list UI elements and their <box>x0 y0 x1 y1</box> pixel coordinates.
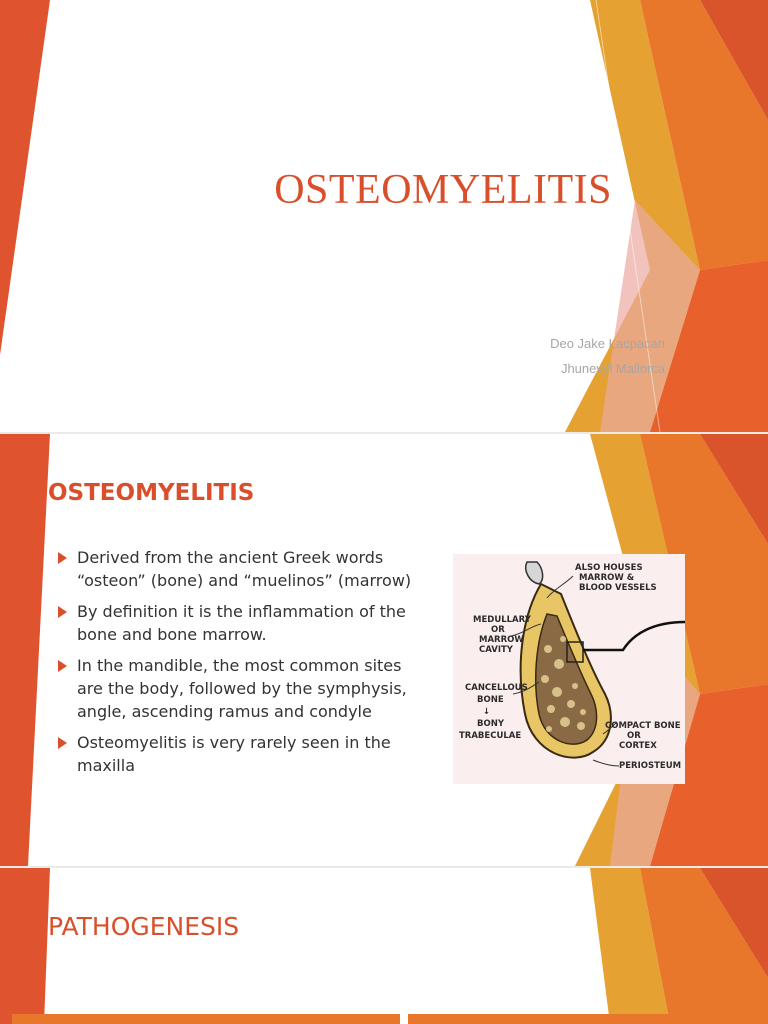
svg-text:CORTEX: CORTEX <box>619 741 657 751</box>
bullet-arrow-icon <box>58 660 67 672</box>
author-name-2: Jhunevyl Mallorca <box>560 361 665 376</box>
left-accent-shape <box>0 434 50 866</box>
bone-diagram <box>453 554 685 784</box>
slide-title: PATHOGENESIS <box>48 912 240 941</box>
slide-decoration <box>0 868 768 1024</box>
zoom-line <box>583 622 685 650</box>
list-item: Derived from the ancient Greek words “osteon” (bone) and “muelinos” (marrow) <box>58 546 420 592</box>
bullet-list <box>58 546 420 785</box>
bullet-arrow-icon <box>58 552 67 564</box>
svg-text:CAVITY: CAVITY <box>479 645 513 655</box>
bullet-arrow-icon <box>58 606 67 618</box>
presentation-title: OSTEOMYELITIS <box>274 167 612 213</box>
slide-title: OSTEOMYELITIS <box>48 480 255 506</box>
svg-text:TRABECULAE: TRABECULAE <box>459 731 522 741</box>
list-item: Osteomyelitis is very rarely seen in the maxilla <box>58 731 420 777</box>
slide-pathogenesis <box>0 868 768 1024</box>
list-item: By definition it is the inflammation of the bone and bone marrow. <box>58 600 420 646</box>
tooth-tip <box>526 562 543 584</box>
svg-text:OR: OR <box>491 625 505 635</box>
bullet-arrow-icon <box>58 737 67 749</box>
bottom-accent-bar <box>408 1014 768 1024</box>
slide-definition <box>0 434 768 866</box>
svg-text:BONE: BONE <box>477 695 504 705</box>
svg-text:OR: OR <box>627 731 641 741</box>
svg-text:MARROW &: MARROW & <box>579 573 635 583</box>
list-item: In the mandible, the most common sites are the body, followed by the symphysis, angle, ascending ramus and condyle <box>58 654 420 723</box>
svg-text:MARROW: MARROW <box>479 635 524 645</box>
svg-text:↓: ↓ <box>483 707 491 717</box>
author-name-1: Deo Jake Lacpacan <box>550 336 665 351</box>
svg-text:BLOOD VESSELS: BLOOD VESSELS <box>579 583 657 593</box>
left-accent-shape <box>0 868 50 1024</box>
svg-text:MEDULLARY: MEDULLARY <box>473 615 531 625</box>
svg-text:CANCELLOUS: CANCELLOUS <box>465 683 528 693</box>
svg-text:ALSO HOUSES: ALSO HOUSES <box>575 563 643 573</box>
svg-text:BONY: BONY <box>477 719 504 729</box>
svg-text:PERIOSTEUM: PERIOSTEUM <box>619 761 682 771</box>
slide-title <box>0 0 768 432</box>
svg-text:COMPACT BONE: COMPACT BONE <box>605 721 681 731</box>
bone-illustration <box>453 554 685 784</box>
bottom-accent-bar <box>12 1014 400 1024</box>
